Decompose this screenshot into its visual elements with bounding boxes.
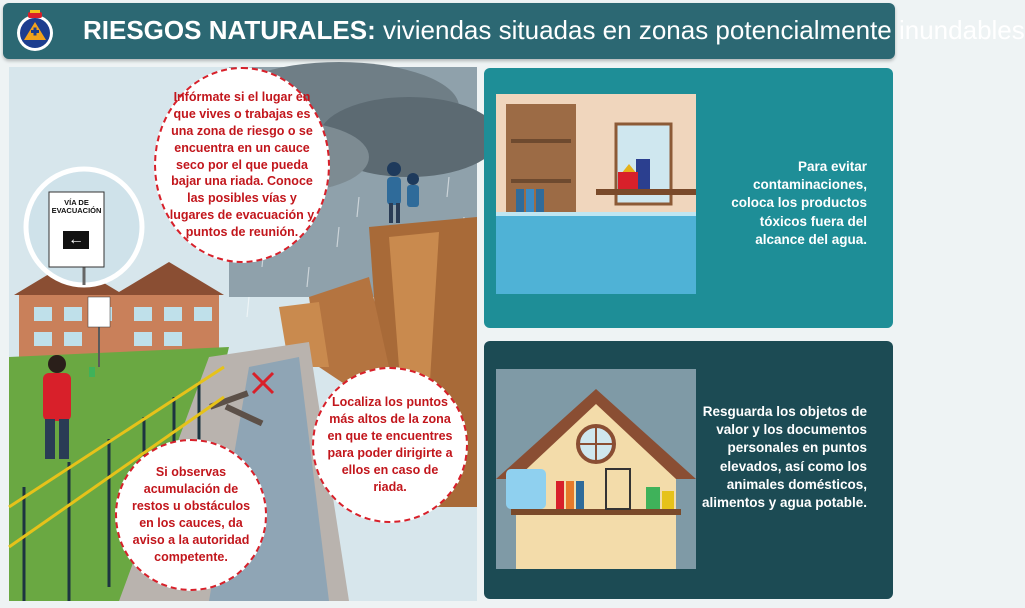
title-bold: RIESGOS NATURALES: bbox=[83, 15, 376, 45]
tip-bubble-debris bbox=[115, 439, 267, 591]
civil-protection-logo-icon bbox=[13, 9, 57, 53]
tip-toxic-text: Para evitar contaminaciones, coloca los productos tóxicos fuera del alcance del agua. bbox=[731, 159, 867, 247]
title-subtitle: viviendas situadas en zonas potencialmente inundables bbox=[383, 15, 1025, 45]
tip-high-points-text: Localiza los puntos más altos de la zona en que te encuentres para poder dirigirte a ellos en caso de riada. bbox=[327, 395, 453, 494]
arrow-left-icon: ← bbox=[63, 231, 89, 249]
header-bar bbox=[3, 3, 1025, 59]
flood-scene-illustration bbox=[9, 67, 477, 601]
tip-bubble-inform bbox=[154, 67, 330, 263]
attic-storage-illustration bbox=[496, 369, 696, 569]
tip-debris-text: Si observas acumulación de restos u obstáculos en los cauces, da aviso a la autoridad competente. bbox=[131, 465, 251, 564]
evacuation-sign-label: VÍA DE EVACUACIÓN bbox=[51, 198, 102, 216]
tip-bubble-high-points bbox=[312, 367, 468, 523]
tip-inform-text: Infórmate si el lugar en que vives o trabajas es una zona de riesgo o se encuentra en un cauce seco por el que pueda bajar una riada. Conoce las posibles vías y lugares de evacuación y puntos de reunión. bbox=[169, 90, 315, 240]
tip-card-toxic-products bbox=[484, 68, 893, 328]
tip-card-valuables bbox=[484, 341, 893, 599]
page-title bbox=[83, 15, 1025, 46]
room-flood-illustration bbox=[496, 94, 696, 294]
tip-valuables-text: Resguarda los objetos de valor y los documentos personales en puntos elevados, así como los animales domésticos, alimentos y agua potable. bbox=[701, 404, 867, 511]
